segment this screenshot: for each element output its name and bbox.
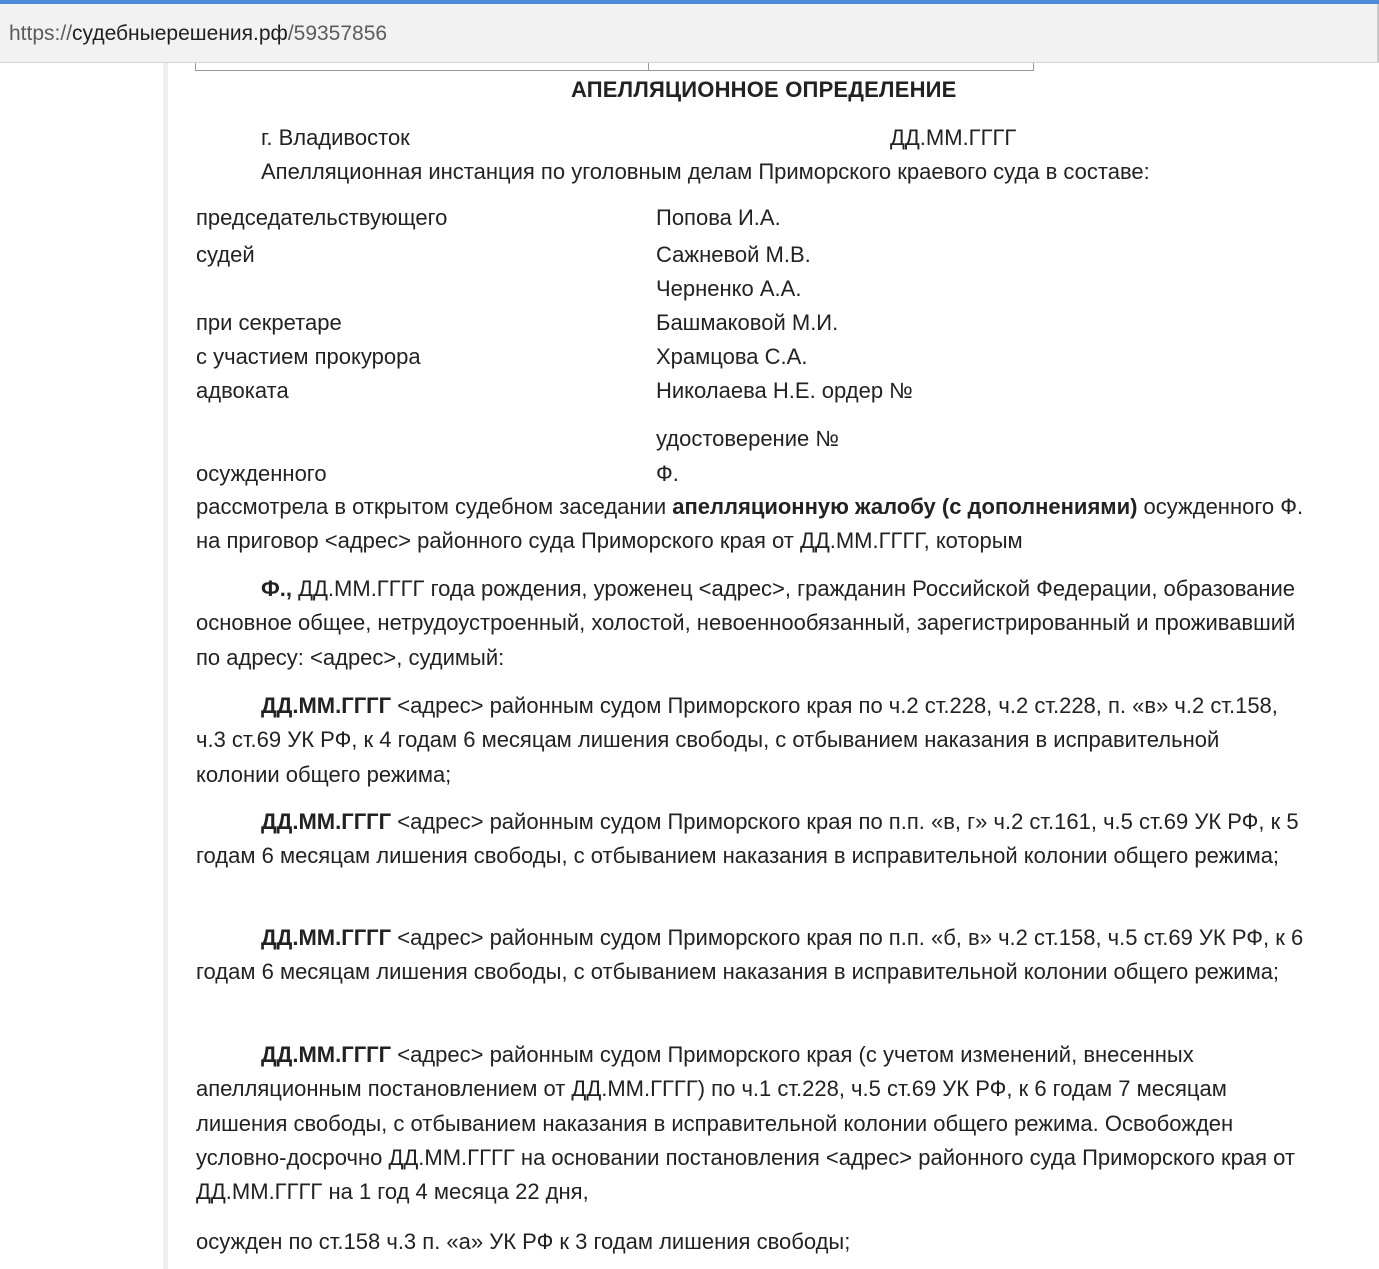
court-intro: Апелляционная инстанция по уголовным делам Приморского краевого суда в составе: (261, 159, 1150, 184)
considered-paragraph (196, 490, 1306, 559)
conviction-paragraph (196, 1038, 1306, 1209)
conviction-date: ДД.ММ.ГГГГ (261, 1042, 392, 1067)
composition-name: Башмаковой М.И. (656, 310, 839, 335)
url-path: /59357856 (287, 22, 388, 45)
url-scheme: https:// (9, 22, 73, 45)
conviction-paragraph (196, 921, 1306, 990)
defendant-paragraph (196, 572, 1306, 675)
composition-role: при секретаре (196, 310, 342, 335)
composition-role: адвоката (196, 378, 289, 403)
composition-name: Ф. (656, 461, 679, 486)
composition-role: осужденного (196, 461, 327, 486)
conviction-text: <адрес> районным судом Приморского края (с учетом изменений, внесенных апелляционным постановлением от ДД.ММ.ГГГГ) по ч.1 ст.228, ч.5 ст.69 УК РФ, к 6 годам 7 месяцам лишения свободы, с отбыванием наказания в исправительной колонии общего режима. Освобожден условно-досрочно ДД.ММ.ГГГГ на основании постановления <адрес> районного суда Приморского края от ДД.ММ.ГГГГ на 1 год 4 месяца 22 дня, (196, 1042, 1295, 1205)
composition-name: Храмцова С.А. (656, 344, 808, 369)
url-host: судебныерешения.рф (72, 22, 288, 45)
composition-name: Сажневой М.В. (656, 242, 811, 267)
composition-name: удостоверение № (656, 426, 839, 451)
considered-bold: апелляционную жалобу (с дополнениями) (672, 494, 1138, 519)
sentence-paragraph: осужден по ст.158 ч.3 п. «а» УК РФ к 3 годам лишения свободы; (196, 1229, 851, 1254)
document-title: АПЕЛЛЯЦИОННОЕ ОПРЕДЕЛЕНИЕ (571, 77, 957, 102)
conviction-paragraph (196, 689, 1306, 792)
composition-name: Николаева Н.Е. ордер № (656, 378, 913, 403)
conviction-text: <адрес> районным судом Приморского края по п.п. «в, г» ч.2 ст.161, ч.5 ст.69 УК РФ, к 5 годам 6 месяцам лишения свободы, с отбыванием наказания в исправительной колонии общего режима; (196, 809, 1299, 869)
considered-text: рассмотрела в открытом судебном заседании (196, 494, 673, 519)
composition-role: с участием прокурора (196, 344, 421, 369)
conviction-date: ДД.ММ.ГГГГ (261, 693, 392, 718)
conviction-text: <адрес> районным судом Приморского края по п.п. «б, в» ч.2 ст.158, ч.5 ст.69 УК РФ, к 6 годам 6 месяцам лишения свободы, с отбыванием наказания в исправительной колонии общего режима; (196, 925, 1304, 985)
composition-role: председательствующего (196, 205, 448, 230)
composition-name: Черненко А.А. (656, 276, 802, 301)
considered-text-2: осужденного Ф. на приговор <адрес> районного суда Приморского края от ДД.ММ.ГГГГ, которым (196, 494, 1304, 554)
conviction-date: ДД.ММ.ГГГГ (261, 925, 392, 950)
conviction-text: <адрес> районным судом Приморского края по ч.2 ст.228, ч.2 ст.228, п. «в» ч.2 ст.158, ч.3 ст.69 УК РФ, к 4 годам 6 месяцам лишения свободы, с отбыванием наказания в исправительной колонии общего режима; (196, 693, 1278, 787)
defendant-name: Ф., (261, 576, 293, 601)
header-table-remnant (195, 63, 1034, 71)
document-date: ДД.ММ.ГГГГ (890, 125, 1017, 150)
defendant-text: ДД.ММ.ГГГГ года рождения, уроженец <адрес>, гражданин Российской Федерации, образование основное общее, нетрудоустроенный, холостой, невоеннообязанный, зарегистрированный и проживавший по адресу: <адрес>, судимый: (196, 576, 1296, 670)
composition-name: Попова И.А. (656, 205, 781, 230)
conviction-paragraph (196, 805, 1306, 874)
composition-role: судей (196, 242, 255, 267)
document-city: г. Владивосток (261, 125, 410, 150)
conviction-date: ДД.ММ.ГГГГ (261, 809, 392, 834)
